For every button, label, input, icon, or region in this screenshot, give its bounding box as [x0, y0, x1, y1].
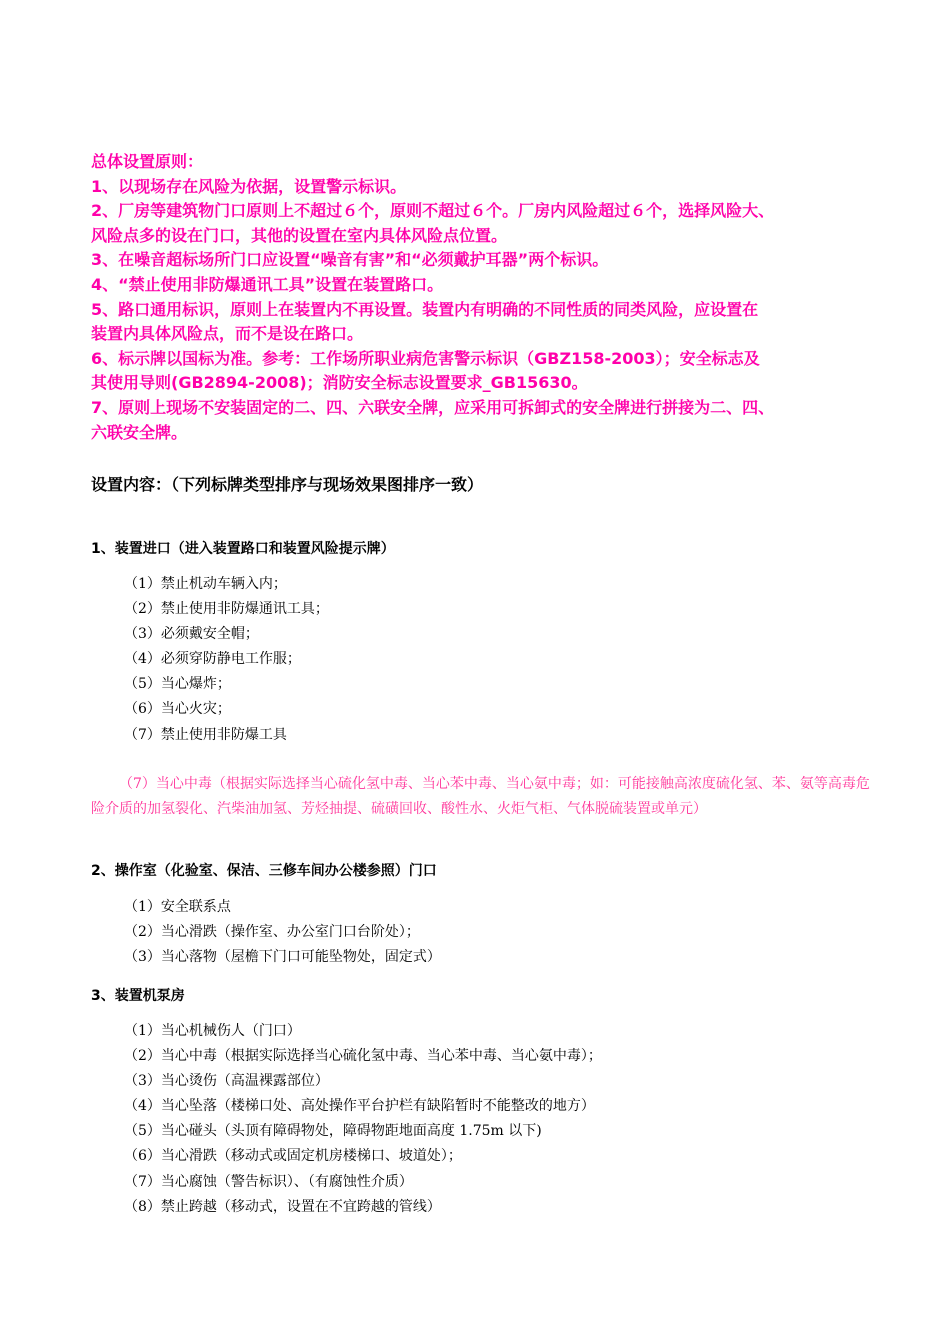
list-item: （4）必须穿防静电工作服；	[124, 651, 301, 668]
list-item: （5）当心爆炸；	[124, 676, 231, 693]
principle-line: 其使用导则(GB2894-2008)；消防安全标志设置要求_GB15630。	[91, 373, 588, 393]
list-item: （6）当心滑跌（移动式或固定机房楼梯口、坡道处）；	[124, 1148, 462, 1165]
list-item: （3）必须戴安全帽；	[124, 626, 259, 643]
section-heading-device-entrance: 1、装置进口（进入装置路口和装置风险提示牌）	[91, 541, 395, 557]
list-item: （7）当心腐蚀（警告标识）、（有腐蚀性介质）	[124, 1173, 413, 1190]
list-item: （8）禁止跨越（移动式，设置在不宜跨越的管线）	[124, 1198, 441, 1215]
principle-line: 7、原则上现场不安装固定的二、四、六联安全牌，应采用可拆卸式的安全牌进行拼接为二、四、	[91, 397, 775, 417]
list-item: （3）当心落物（屋檐下门口可能坠物处，固定式）	[124, 949, 441, 966]
list-item: （2）当心滑跌（操作室、办公室门口台阶处）；	[124, 924, 420, 941]
section-heading-control-room: 2、操作室（化验室、保洁、三修车间办公楼参照）门口	[91, 863, 437, 879]
principle-line: 1、以现场存在风险为依据，设置警示标识。	[91, 176, 407, 196]
list-item: （1）当心机械伤人（门口）	[124, 1023, 301, 1039]
list-item: （1）安全联系点	[124, 899, 231, 915]
general-principles-block	[91, 150, 871, 445]
section-heading-pump-room: 3、装置机泵房	[91, 988, 185, 1004]
principle-line: 2、厂房等建筑物门口原则上不超过６个，原则不超过６个。厂房内风险超过６个，选择风险大、	[91, 201, 775, 221]
list-item: （7）禁止使用非防爆工具	[124, 726, 287, 743]
contents-title: 设置内容：（下列标牌类型排序与现场效果图排序一致）	[91, 475, 484, 494]
principle-line: 风险点多的设在门口，其他的设置在室内具体风险点位置。	[91, 225, 508, 245]
principle-line: 六联安全牌。	[91, 422, 188, 442]
principle-line: 5、路口通用标识，原则上在装置内不再设置。装置内有明确的不同性质的同类风险，应设置在	[91, 299, 759, 319]
device-entrance-sign-list	[124, 572, 329, 748]
list-item: （5）当心碰头（头顶有障碍物处，障碍物距地面高度 1.75m 以下)	[124, 1123, 542, 1140]
list-item: （6）当心火灾；	[124, 701, 231, 718]
list-item: （2）当心中毒（根据实际选择当心硫化氢中毒、当心苯中毒、当心氨中毒）；	[124, 1048, 602, 1065]
pump-room-sign-list	[124, 1019, 602, 1220]
list-item: （3）当心烫伤（高温裸露部位）	[124, 1073, 329, 1090]
list-item: （1）禁止机动车辆入内；	[124, 576, 287, 592]
list-item: （4）当心坠落（楼梯口处、高处操作平台护栏有缺陷暂时不能整改的地方）	[124, 1098, 595, 1115]
principles-title: 总体设置原则：	[91, 152, 204, 171]
principle-line: 3、在噪音超标场所门口应设置“噪音有害”和“必须戴护耳器”两个标识。	[91, 250, 609, 270]
principle-line: 装置内具体风险点，而不是设在路口。	[91, 324, 364, 344]
control-room-sign-list	[124, 895, 441, 970]
principle-line: 4、“禁止使用非防爆通讯工具”设置在装置路口。	[91, 274, 444, 294]
list-item: （2）禁止使用非防爆通讯工具；	[124, 601, 329, 618]
principle-line: 6、标示牌以国标为准。参考：工作场所职业病危害警示标识（GBZ158-2003）；安全标志及	[91, 348, 760, 368]
poisoning-warning-note: （7）当心中毒（根据实际选择当心硫化氢中毒、当心苯中毒、当心氨中毒；如：可能接触高浓度硫化氢、苯、氨等高毒危险介质的加氢裂化、汽柴油加氢、芳烃抽提、硫磺回收、酸性水、火炬气柜、气体脱硫装置或单元）	[91, 776, 870, 817]
